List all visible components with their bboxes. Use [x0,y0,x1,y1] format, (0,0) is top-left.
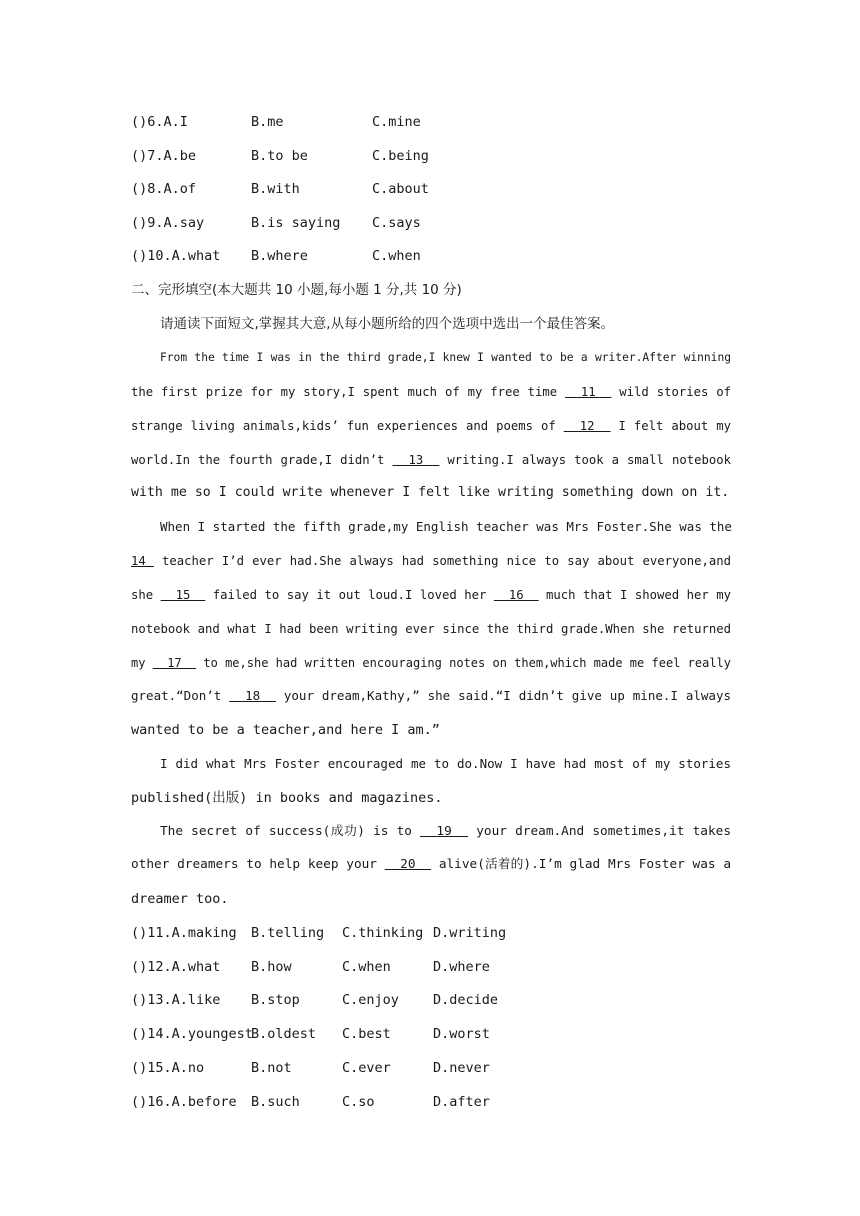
question-number: ()7.A.be [131,148,197,164]
passage-line [131,551,731,571]
option-c: C.when [342,959,391,975]
passage-line [131,686,731,706]
passage-line [160,754,731,774]
option-b: B.stop [251,992,300,1008]
passage-text: dreamer too. [131,891,229,907]
option-b: B.not [251,1060,292,1076]
passage-line [131,720,731,740]
question-number: ()11.A.making [131,925,237,941]
passage-text: to me,she had written encouraging notes on them,which made me feel really [196,656,731,670]
option-c: C.mine [372,114,421,130]
passage-text: strange living animals,kids’ fun experiences and poems of [131,419,564,433]
option-b: B.such [251,1094,300,1110]
option-c: C.enjoy [342,992,399,1008]
question-number: ()8.A.of [131,181,197,197]
passage-line [160,822,731,842]
passage-text: alive(活着的).I’m glad Mrs Foster was a [431,857,731,872]
option-c: C.says [372,215,421,231]
passage-line [131,382,731,402]
passage-text: teacher I’d ever had.She always had something nice to say about everyone,and [153,554,731,568]
blank-19: 19 [420,824,469,839]
option-c: C.so [342,1094,375,1110]
option-d: D.after [433,1094,490,1110]
passage-line [131,585,731,605]
blank-12: 12 [563,419,611,433]
passage-text: The secret of success(成功) is to [160,824,421,839]
passage-line [131,416,731,436]
option-c: C.when [372,248,421,264]
question-number: ()6.A.I [131,114,188,130]
option-b: B.with [251,181,300,197]
option-b: B.how [251,959,292,975]
option-c: C.best [342,1026,391,1042]
option-d: D.decide [433,992,499,1008]
question-number: ()10.A.what [131,248,221,264]
passage-text: much that I showed her my [538,588,731,602]
blank-20: 20 [384,857,432,872]
option-d: D.writing [433,925,507,941]
option-b: B.to be [251,148,308,164]
passage-line [131,483,731,503]
option-c: C.about [372,181,429,197]
passage-text: other dreamers to help keep your [131,857,385,872]
option-b: B.oldest [251,1026,317,1042]
passage-text: notebook and what I had been writing ever since the third grade.When she returned [131,622,731,636]
passage-text: your dream.And sometimes,it takes [468,824,731,839]
passage-text: When I started the fifth grade,my English teacher was Mrs Foster.She was the [160,519,732,534]
passage-text: From the time I was in the third grade,I knew I wanted to be a writer.After winning [160,351,731,364]
passage-line [131,889,731,909]
passage-line [131,619,731,639]
blank-16: 16 [493,588,539,602]
question-number: ()14.A.youngest [131,1026,253,1042]
question-number: ()12.A.what [131,959,221,975]
passage-text: wild stories of [611,385,731,399]
passage-text: the first prize for my story,I spent much of my free time [131,385,566,399]
option-c: C.being [372,148,429,164]
option-c: C.thinking [342,925,424,941]
blank-18: 18 [229,688,276,703]
passage-text: I felt about my [610,419,731,433]
question-number: ()13.A.like [131,992,221,1008]
option-c: C.ever [342,1060,391,1076]
passage-text: published(出版) in books and magazines. [131,790,443,806]
option-b: B.where [251,248,308,264]
passage-text: with me so I could write whenever I felt like writing something down on it. [131,485,730,500]
passage-line [160,517,731,537]
option-b: B.telling [251,925,325,941]
blank-17: 17 [152,656,197,670]
question-number: ()15.A.no [131,1060,205,1076]
option-d: D.worst [433,1026,490,1042]
passage-text: she [131,588,161,602]
option-d: D.where [433,959,490,975]
passage-text: great.“Don’t [131,688,230,703]
passage-text: world.In the fourth grade,I didn’t [131,453,393,467]
passage-line [131,788,731,808]
section-heading: 二、完形填空(本大题共 10 小题,每小题 1 分,共 10 分) [131,282,462,298]
blank-13: 13 [392,453,440,467]
passage-text: my [131,656,153,670]
question-number: ()16.A.before [131,1094,237,1110]
section-instruction: 请通读下面短文,掌握其大意,从每小题所给的四个选项中选出一个最佳答案。 [160,316,615,332]
passage-line [131,855,731,875]
option-b: B.is saying [251,215,341,231]
blank-14: 14 [131,554,154,568]
passage-line [131,450,731,470]
blank-11: 11 [565,385,612,399]
option-b: B.me [251,114,284,130]
passage-text: your dream,Kathy,” she said.“I didn’t give up mine.I always [275,688,731,703]
option-d: D.never [433,1060,490,1076]
passage-line [131,653,731,673]
passage-text: I did what Mrs Foster encouraged me to do.Now I have had most of my stories [160,756,731,771]
passage-text: writing.I always took a small notebook [439,453,731,467]
passage-text: wanted to be a teacher,and here I am.” [131,722,440,738]
passage-line [160,348,731,368]
question-number: ()9.A.say [131,215,205,231]
passage-text: failed to say it out loud.I loved her [205,588,494,602]
blank-15: 15 [160,588,206,602]
